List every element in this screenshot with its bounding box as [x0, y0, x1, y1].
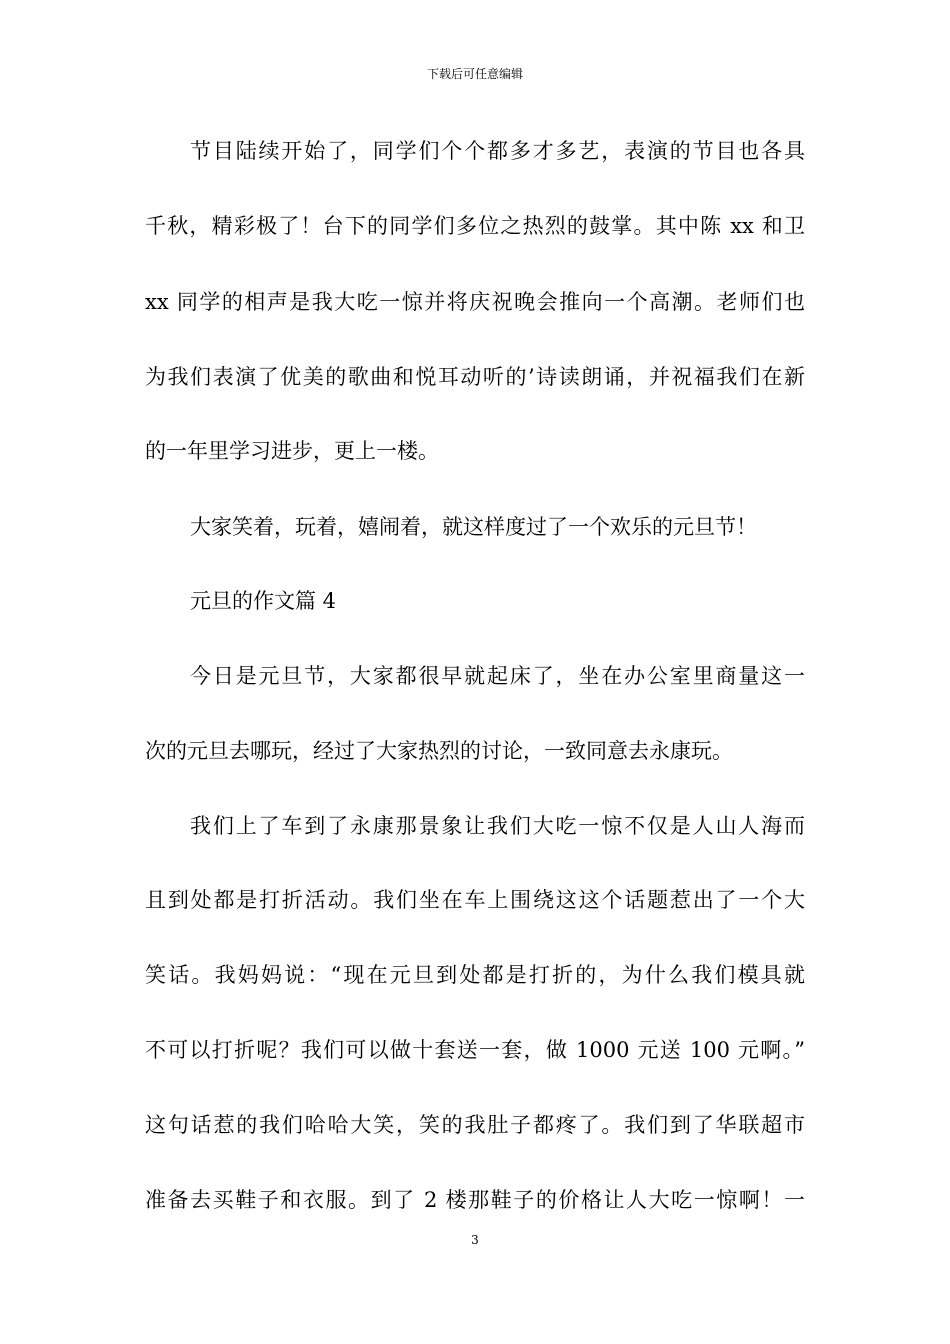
paragraph-line: 的一年里学习进步，更上一楼。 — [145, 439, 439, 463]
paragraph-line: 这句话惹的我们哈哈大笑，笑的我肚子都疼了。我们到了华联超市 — [145, 1113, 805, 1137]
paragraph-line: 准备去买鞋子和衣服。到了 2 楼那鞋子的价格让人大吃一惊啊！一 — [145, 1188, 805, 1212]
paragraph-line: 我们上了车到了永康那景象让我们大吃一惊不仅是人山人海而 — [190, 814, 805, 838]
section-heading: 元旦的作文篇 4 — [190, 589, 337, 613]
paragraph-line: xx 同学的相声是我大吃一惊并将庆祝晚会推向一个高潮。老师们也 — [145, 290, 805, 314]
paragraph-line: 大家笑着，玩着，嬉闹着，就这样度过了一个欢乐的元旦节！ — [190, 515, 757, 539]
paragraph-line: 为我们表演了优美的歌曲和悦耳动听的’诗读朗诵，并祝福我们在新 — [145, 365, 805, 389]
paragraph-line: 次的元旦去哪玩，经过了大家热烈的讨论，一致同意去永康玩。 — [145, 739, 733, 763]
paragraph-line: 节目陆续开始了，同学们个个都多才多艺，表演的节目也各具 — [190, 139, 805, 163]
paragraph-line: 千秋，精彩极了！台下的同学们多位之热烈的鼓掌。其中陈 xx 和卫 — [145, 214, 805, 238]
page-number: 3 — [471, 1233, 479, 1247]
paragraph-line: 笑话。我妈妈说：“现在元旦到处都是打折的，为什么我们模具就 — [145, 963, 805, 987]
paragraph-line: 不可以打折呢？我们可以做十套送一套，做 1000 元送 100 元啊。” — [145, 1038, 805, 1062]
paragraph-line: 今日是元旦节，大家都很早就起床了，坐在办公室里商量这一 — [190, 664, 805, 688]
paragraph-line: 且到处都是打折活动。我们坐在车上围绕这这个话题惹出了一个大 — [145, 888, 805, 912]
page-header: 下载后可任意编辑 — [426, 67, 523, 81]
